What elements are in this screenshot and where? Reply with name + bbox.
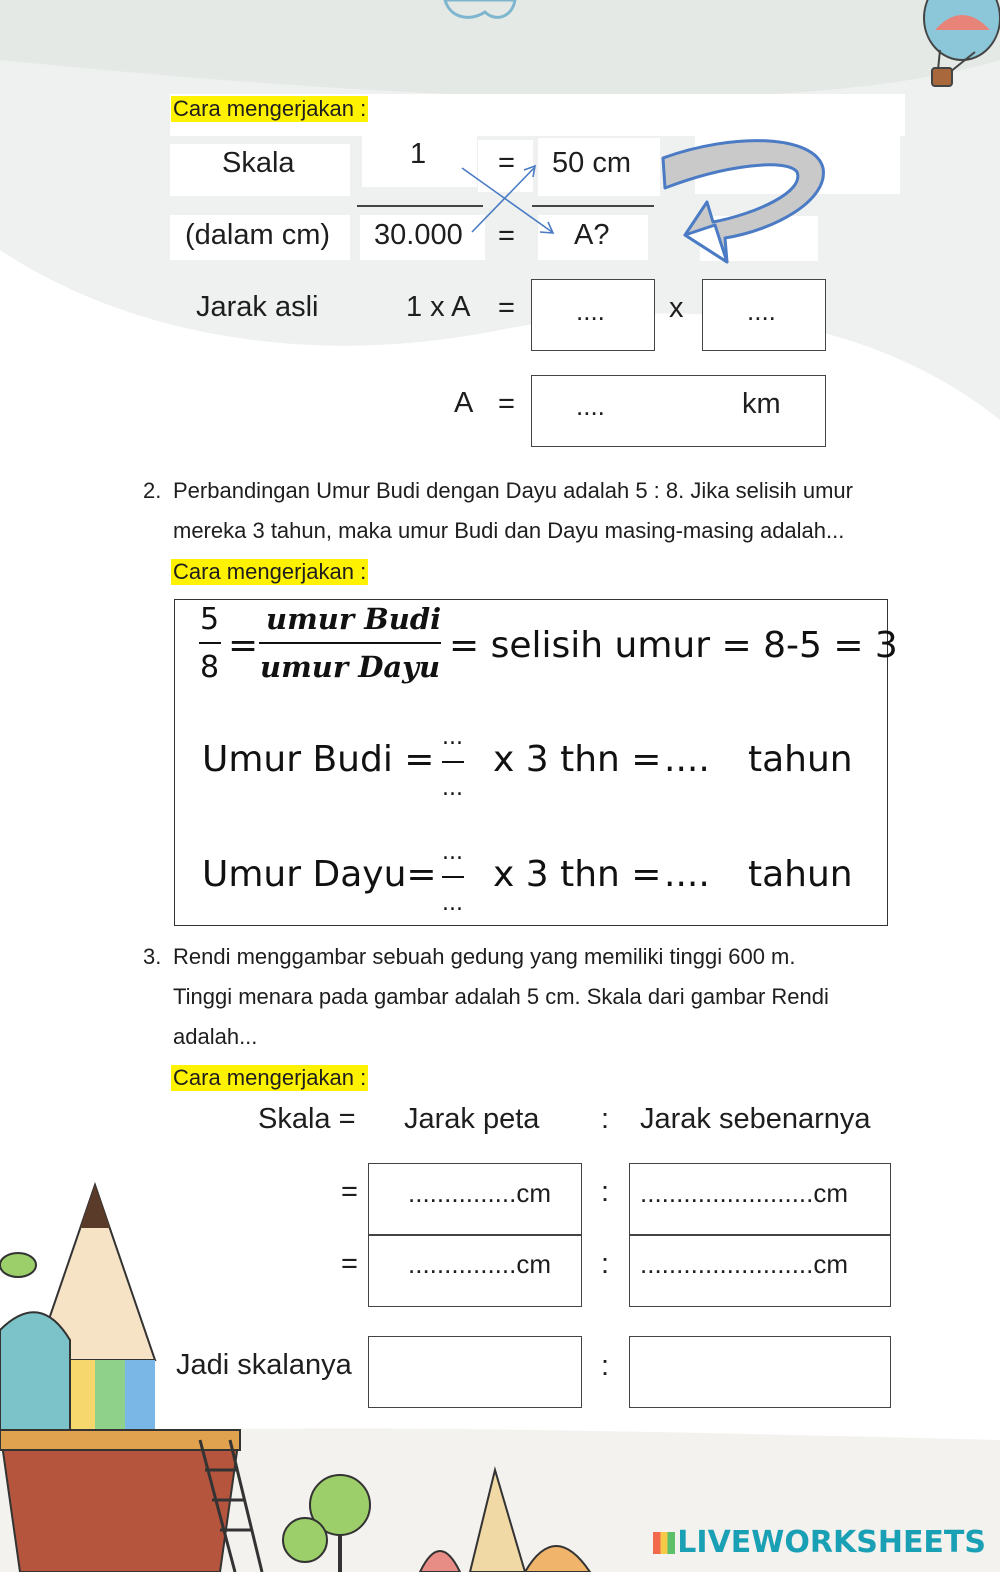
q3-line1: Rendi menggambar sebuah gedung yang memiliki tinggi 600 m. [173, 944, 796, 969]
q3-number: 3. [143, 944, 162, 969]
q3-jarak-peta: Jarak peta [404, 1103, 540, 1135]
skala-label: Skala [222, 147, 295, 179]
q3-line3: adalah... [173, 1024, 258, 1049]
q2-selisih: = selisih umur = 8-5 = 3 [449, 625, 898, 666]
q3-peta-box-2-text: ...............cm [408, 1249, 552, 1279]
equals-a: = [498, 388, 515, 420]
jarak-asli-label: Jarak asli [196, 291, 319, 323]
q2-frac-bar [199, 642, 221, 644]
q2-budi-frac-bar [442, 761, 464, 763]
q2-budi-times: x 3 thn = [493, 739, 662, 780]
equals-bottom: = [498, 220, 515, 252]
q3-result-box-2[interactable] [629, 1336, 891, 1408]
logo-text: LIVEWORKSHEETS [677, 1525, 986, 1560]
q2-budi-dots-bottom: ... [442, 776, 463, 801]
q2-frac-den: 8 [200, 650, 220, 685]
q3-colon-row1: : [601, 1176, 610, 1208]
dalam-cm-label: (dalam cm) [185, 219, 331, 251]
liveworksheets-logo [653, 1525, 986, 1560]
q2-dayu-frac-bar [442, 876, 464, 878]
q2-dayu-dots-top: ... [442, 840, 463, 865]
q2-dayu-times: x 3 thn = [493, 854, 662, 895]
q3-sebenarnya-box-1-text: ........................cm [640, 1178, 849, 1208]
q3-peta-box-1-text: ...............cm [408, 1178, 552, 1208]
q2-number: 2. [143, 478, 162, 503]
q2-budi-tahun: tahun [748, 739, 853, 780]
q3-colon-header: : [601, 1103, 610, 1135]
right-bottom-value: A? [574, 219, 610, 251]
q2-budi-blank[interactable]: .... [664, 739, 710, 780]
q2-budi-dots-top: ... [442, 725, 463, 750]
q3-jadi-label: Jadi skalanya [176, 1349, 352, 1381]
logo-icon [653, 1532, 675, 1554]
q2-umur-budi: umur Budi [266, 602, 442, 636]
times-sign: x [669, 292, 684, 324]
fraction-denominator: 30.000 [374, 219, 463, 251]
q3-heading: Cara mengerjakan : [173, 1065, 367, 1090]
q2-line2: mereka 3 tahun, maka umur Budi dan Dayu masing-masing adalah... [173, 518, 845, 543]
q3-jarak-sebenarnya: Jarak sebenarnya [640, 1103, 871, 1135]
answer-box-2-text: .... [747, 296, 776, 326]
q3-colon-result: : [601, 1350, 610, 1382]
a-label: A [454, 387, 474, 419]
q2-line1: Perbandingan Umur Budi dengan Dayu adalah 5 : 8. Jika selisih umur [173, 478, 853, 503]
q3-eq-row1: = [341, 1176, 358, 1208]
km-unit: km [742, 388, 781, 420]
q2-budi-label: Umur Budi = [202, 739, 435, 780]
section1-heading: Cara mengerjakan : [173, 96, 367, 121]
q2-heading: Cara mengerjakan : [173, 559, 367, 584]
q2-dayu-label: Umur Dayu= [202, 854, 437, 895]
q2-dayu-tahun: tahun [748, 854, 853, 895]
q2-frac-num: 5 [200, 602, 220, 637]
q3-skala-eq: Skala = [258, 1103, 356, 1135]
q2-umur-dayu: umur Dayu [260, 650, 441, 684]
q2-dayu-blank[interactable]: .... [664, 854, 710, 895]
answer-box-km-text: .... [576, 391, 605, 421]
one-times-a: 1 x A [406, 291, 471, 323]
cross-multiply-arrows [440, 147, 570, 250]
q2-umur-frac-bar [259, 642, 441, 644]
answer-box-1-text: .... [576, 296, 605, 326]
fraction-numerator: 1 [410, 138, 427, 170]
equals-jarak: = [498, 292, 515, 324]
q3-result-box-1[interactable] [368, 1336, 582, 1408]
q2-eq: = [228, 625, 259, 666]
curved-arrow-icon [655, 130, 835, 275]
q2-dayu-dots-bottom: ... [442, 891, 463, 916]
q3-line2: Tinggi menara pada gambar adalah 5 cm. Skala dari gambar Rendi [173, 984, 829, 1009]
q3-sebenarnya-box-2-text: ........................cm [640, 1249, 849, 1279]
equals-top: = [498, 147, 515, 179]
right-top-value: 50 cm [552, 147, 631, 179]
q3-eq-row2: = [341, 1248, 358, 1280]
q3-colon-row2: : [601, 1248, 610, 1280]
